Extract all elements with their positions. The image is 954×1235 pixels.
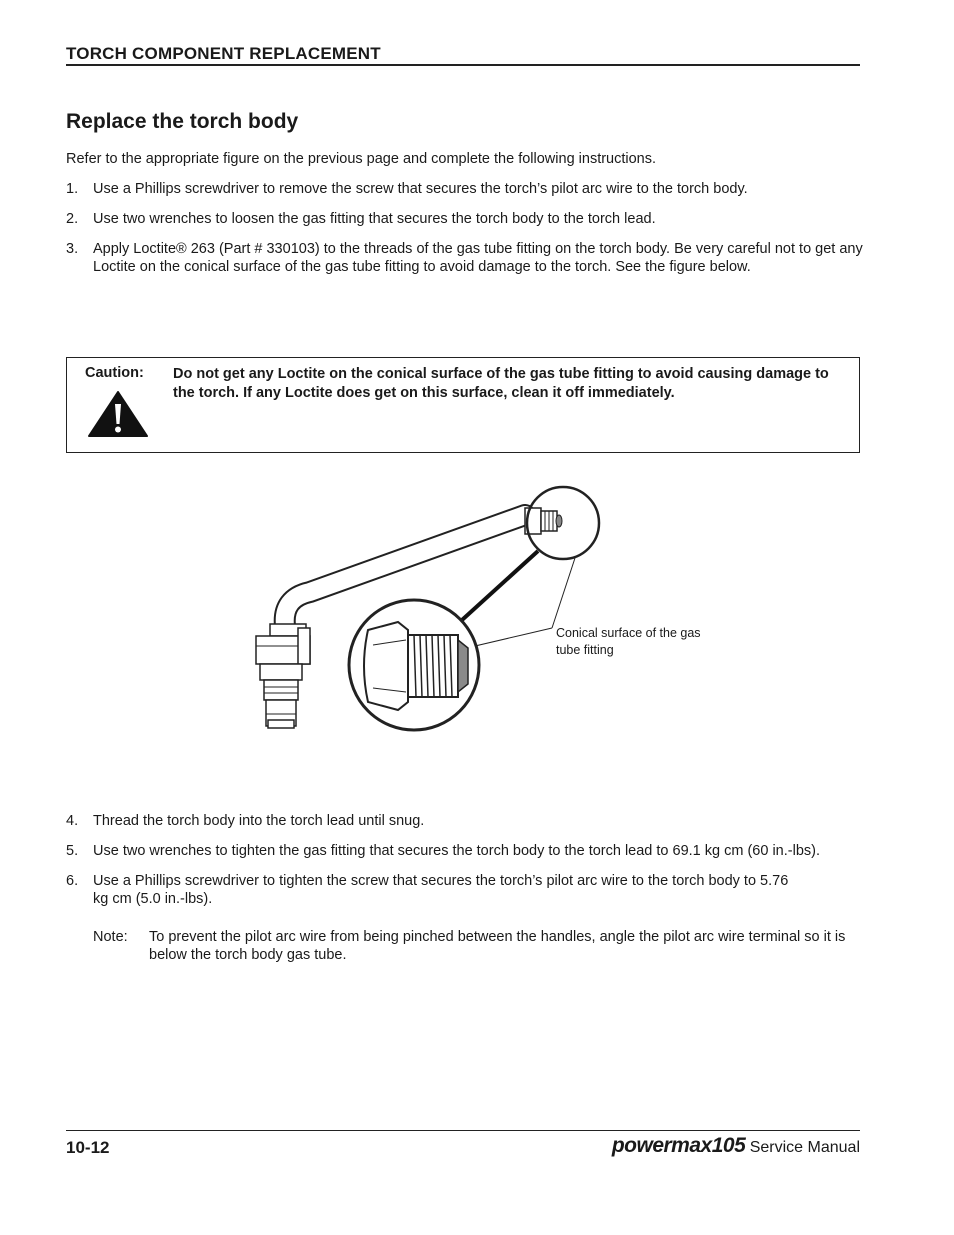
figure-label: Conical surface of the gas tube fitting xyxy=(556,626,701,657)
step-number: 3. xyxy=(66,241,79,257)
step-number: 2. xyxy=(66,211,79,227)
step-text: Use two wrenches to tighten the gas fitting that secures the torch body to the torch lead to 69.1 kg cm (60 in.-lbs). xyxy=(93,843,820,859)
section-header: TORCH COMPONENT REPLACEMENT xyxy=(66,44,381,63)
torch-body-illustration xyxy=(240,480,710,740)
footer-rule xyxy=(66,1130,860,1131)
step-number: 6. xyxy=(66,873,79,889)
note-text: To prevent the pilot arc wire from being pinched between the handles, angle the pilot arc wire terminal so it is below the torch body gas tube. xyxy=(149,929,846,963)
step-text: Use two wrenches to loosen the gas fitting that secures the torch body to the torch lead. xyxy=(93,211,656,227)
step-number: 5. xyxy=(66,843,79,859)
step-text: Thread the torch body into the torch lead until snug. xyxy=(93,813,425,829)
caution-label: Caution: xyxy=(85,365,144,381)
intro-paragraph: Refer to the appropriate figure on the previous page and complete the following instructions. xyxy=(66,151,657,167)
page-title: Replace the torch body xyxy=(66,110,299,133)
note-label: Note: xyxy=(93,929,128,945)
step-number: 4. xyxy=(66,813,79,829)
page-number: 10-12 xyxy=(66,1138,110,1157)
brand-logo: powermax105 xyxy=(611,1134,746,1157)
warning-triangle-icon xyxy=(87,390,149,438)
gas-tube-fitting-figure xyxy=(240,480,710,740)
caution-box xyxy=(66,357,860,453)
step-number: 1. xyxy=(66,181,79,197)
manual-title: Service Manual xyxy=(749,1139,860,1156)
footer-brand xyxy=(612,1134,860,1158)
header-rule xyxy=(66,64,860,66)
step-text: Use a Phillips screwdriver to remove the screw that secures the torch’s pilot arc wire to the torch body. xyxy=(93,181,748,197)
step-text: Apply Loctite® 263 (Part # 330103) to the threads of the gas tube fitting on the torch body. Be very careful not to get any Loctite on the conical surface of the gas tube fitting to avoid damage to the torch. See the figure below. xyxy=(93,241,863,275)
caution-text: Do not get any Loctite on the conical surface of the gas tube fitting to avoid causing damage to the torch. If any Loctite does get on this surface, clean it off immediately. xyxy=(173,366,829,401)
step-text: Use a Phillips screwdriver to tighten the screw that secures the torch’s pilot arc wire to the torch body to 5.76 kg cm (5.0 in.-lbs). xyxy=(93,873,789,907)
